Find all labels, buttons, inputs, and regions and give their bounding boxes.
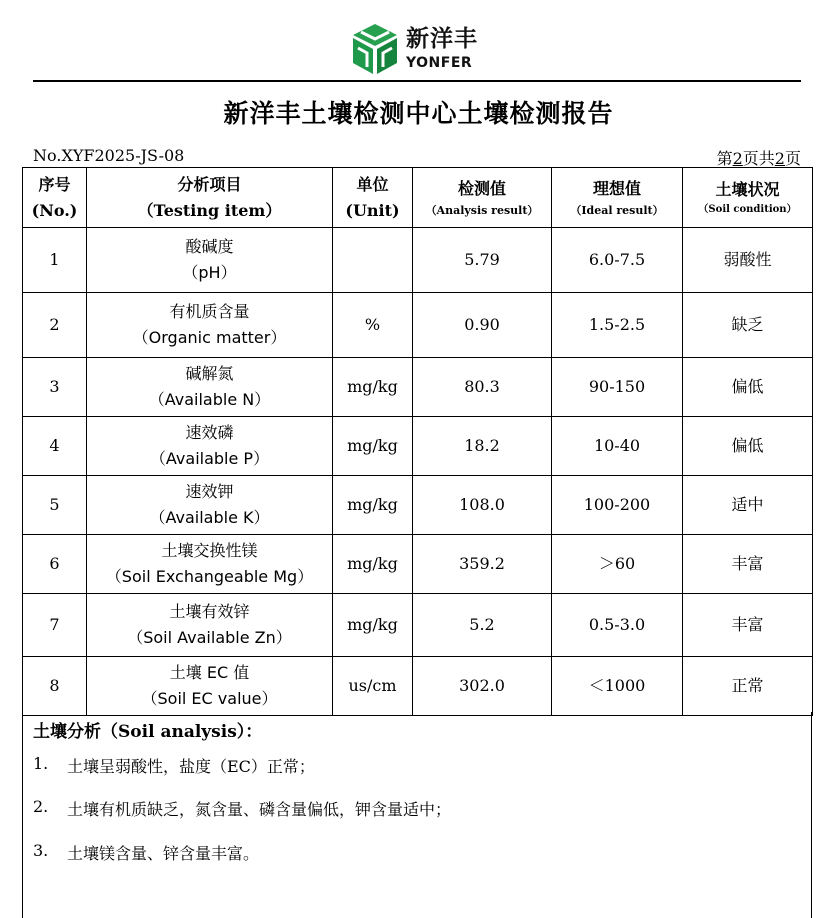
- ideal-result-cell: 0.5-3.0: [552, 594, 683, 657]
- testing-item-en: （Soil Exchangeable Mg）: [105, 567, 314, 586]
- row-number: 7: [23, 594, 87, 657]
- analysis-result-cell: 108.0: [413, 476, 552, 535]
- analysis-item: [33, 754, 315, 777]
- soil-condition-cell: 偏低: [683, 358, 813, 417]
- header-testing-item: 分析项目 （Testing item）: [87, 168, 333, 228]
- testing-item-en: （Available P）: [149, 449, 270, 468]
- testing-item-cell: [87, 228, 333, 293]
- testing-item-en: （Available K）: [149, 508, 270, 527]
- row-number: 4: [23, 417, 87, 476]
- table-header-row: [23, 168, 813, 228]
- testing-item-cell: [87, 535, 333, 594]
- report-title: 新洋丰土壤检测中心土壤检测报告: [223, 99, 614, 128]
- testing-item-cell: [87, 476, 333, 535]
- testing-item-cell: [87, 594, 333, 657]
- unit-cell: mg/kg: [333, 476, 413, 535]
- table-row: [23, 476, 813, 535]
- row-number: 8: [23, 657, 87, 716]
- ideal-result-cell: 90-150: [552, 358, 683, 417]
- ideal-result-cell: 6.0-7.5: [552, 228, 683, 293]
- analysis-result-cell: 80.3: [413, 358, 552, 417]
- unit-cell: mg/kg: [333, 417, 413, 476]
- page-indicator: [717, 146, 801, 169]
- ideal-result-cell: 1.5-2.5: [552, 293, 683, 358]
- soil-condition-cell: 丰富: [683, 594, 813, 657]
- row-number: 3: [23, 358, 87, 417]
- testing-item-en: （pH）: [182, 263, 237, 282]
- unit-cell: mg/kg: [333, 358, 413, 417]
- row-number: 6: [23, 535, 87, 594]
- table-row: [23, 228, 813, 293]
- header-no: 序号 (No.): [23, 168, 87, 228]
- header-divider: [33, 80, 801, 82]
- testing-item-cn: 有机质含量: [169, 301, 250, 321]
- page-suffix: 页: [784, 149, 801, 168]
- table-row: [23, 535, 813, 594]
- analysis-item-text: 土壤有机质缺乏，氮含量、磷含量偏低，钾含量适中；: [67, 800, 452, 819]
- header-ideal-result: 理想值 （Ideal result）: [552, 168, 683, 228]
- testing-item-cn: 速效磷: [185, 422, 234, 442]
- analysis-result-cell: 5.79: [413, 228, 552, 293]
- analysis-result-cell: 302.0: [413, 657, 552, 716]
- testing-item-cell: [87, 417, 333, 476]
- results-table: [22, 167, 813, 716]
- brand-name-en: YONFER: [406, 55, 473, 71]
- analysis-item-text: 土壤呈弱酸性，盐度（EC）正常；: [67, 757, 315, 776]
- table-row: [23, 358, 813, 417]
- analysis-result-cell: 0.90: [413, 293, 552, 358]
- table-row: [23, 417, 813, 476]
- soil-condition-cell: 缺乏: [683, 293, 813, 358]
- testing-item-cn: 土壤交换性镁: [161, 540, 258, 560]
- soil-condition-cell: 丰富: [683, 535, 813, 594]
- row-number: 2: [23, 293, 87, 358]
- testing-item-cell: [87, 358, 333, 417]
- analysis-item: [33, 797, 451, 820]
- soil-condition-cell: 弱酸性: [683, 228, 813, 293]
- table-row: [23, 594, 813, 657]
- ideal-result-cell: 10-40: [552, 417, 683, 476]
- header-unit: 单位 (Unit): [333, 168, 413, 228]
- brand-name-cn: 新洋丰: [406, 26, 478, 52]
- testing-item-en: （Soil Available Zn）: [127, 628, 292, 647]
- analysis-result-cell: 18.2: [413, 417, 552, 476]
- report-number: No.XYF2025-JS-08: [33, 146, 185, 165]
- soil-condition-cell: 适中: [683, 476, 813, 535]
- row-number: 1: [23, 228, 87, 293]
- ideal-result-cell: ＞60: [552, 535, 683, 594]
- soil-analysis-section: [22, 712, 812, 918]
- page-total: 2: [774, 149, 785, 168]
- unit-cell: %: [333, 293, 413, 358]
- testing-item-cn: 土壤 EC 值: [169, 662, 250, 682]
- soil-condition-cell: 正常: [683, 657, 813, 716]
- unit-cell: [333, 228, 413, 293]
- ideal-result-cell: ＜1000: [552, 657, 683, 716]
- page-prefix: 第: [716, 149, 733, 168]
- testing-item-cn: 碱解氮: [185, 363, 234, 383]
- header-analysis-result: 检测值 （Analysis result）: [413, 168, 552, 228]
- testing-item-cell: [87, 657, 333, 716]
- unit-cell: mg/kg: [333, 594, 413, 657]
- unit-cell: mg/kg: [333, 535, 413, 594]
- header-soil-condition: 土壤状况 （Soil condition）: [683, 168, 813, 228]
- testing-item-cell: [87, 293, 333, 358]
- testing-item-en: （Soil EC value）: [141, 689, 278, 708]
- table-row: [23, 657, 813, 716]
- table-row: [23, 293, 813, 358]
- analysis-title: 土壤分析（Soil analysis）：: [33, 722, 263, 742]
- analysis-result-cell: 359.2: [413, 535, 552, 594]
- testing-item-en: （Available N）: [148, 390, 271, 409]
- analysis-item-number: 1.: [33, 754, 49, 773]
- yonfer-cube-icon: [350, 22, 400, 76]
- analysis-result-cell: 5.2: [413, 594, 552, 657]
- ideal-result-cell: 100-200: [552, 476, 683, 535]
- analysis-item-text: 土壤镁含量、锌含量丰富。: [67, 844, 260, 863]
- brand-logo: [350, 20, 478, 78]
- analysis-item-number: 2.: [33, 797, 49, 816]
- page-middle: 页共: [742, 149, 775, 168]
- row-number: 5: [23, 476, 87, 535]
- analysis-item: [33, 841, 259, 864]
- testing-item-cn: 酸碱度: [185, 236, 234, 256]
- testing-item-cn: 速效钾: [185, 481, 234, 501]
- page-current: 2: [732, 149, 743, 168]
- soil-condition-cell: 偏低: [683, 417, 813, 476]
- testing-item-en: （Organic matter）: [132, 328, 287, 347]
- testing-item-cn: 土壤有效锌: [169, 601, 250, 621]
- analysis-item-number: 3.: [33, 841, 49, 860]
- unit-cell: us/cm: [333, 657, 413, 716]
